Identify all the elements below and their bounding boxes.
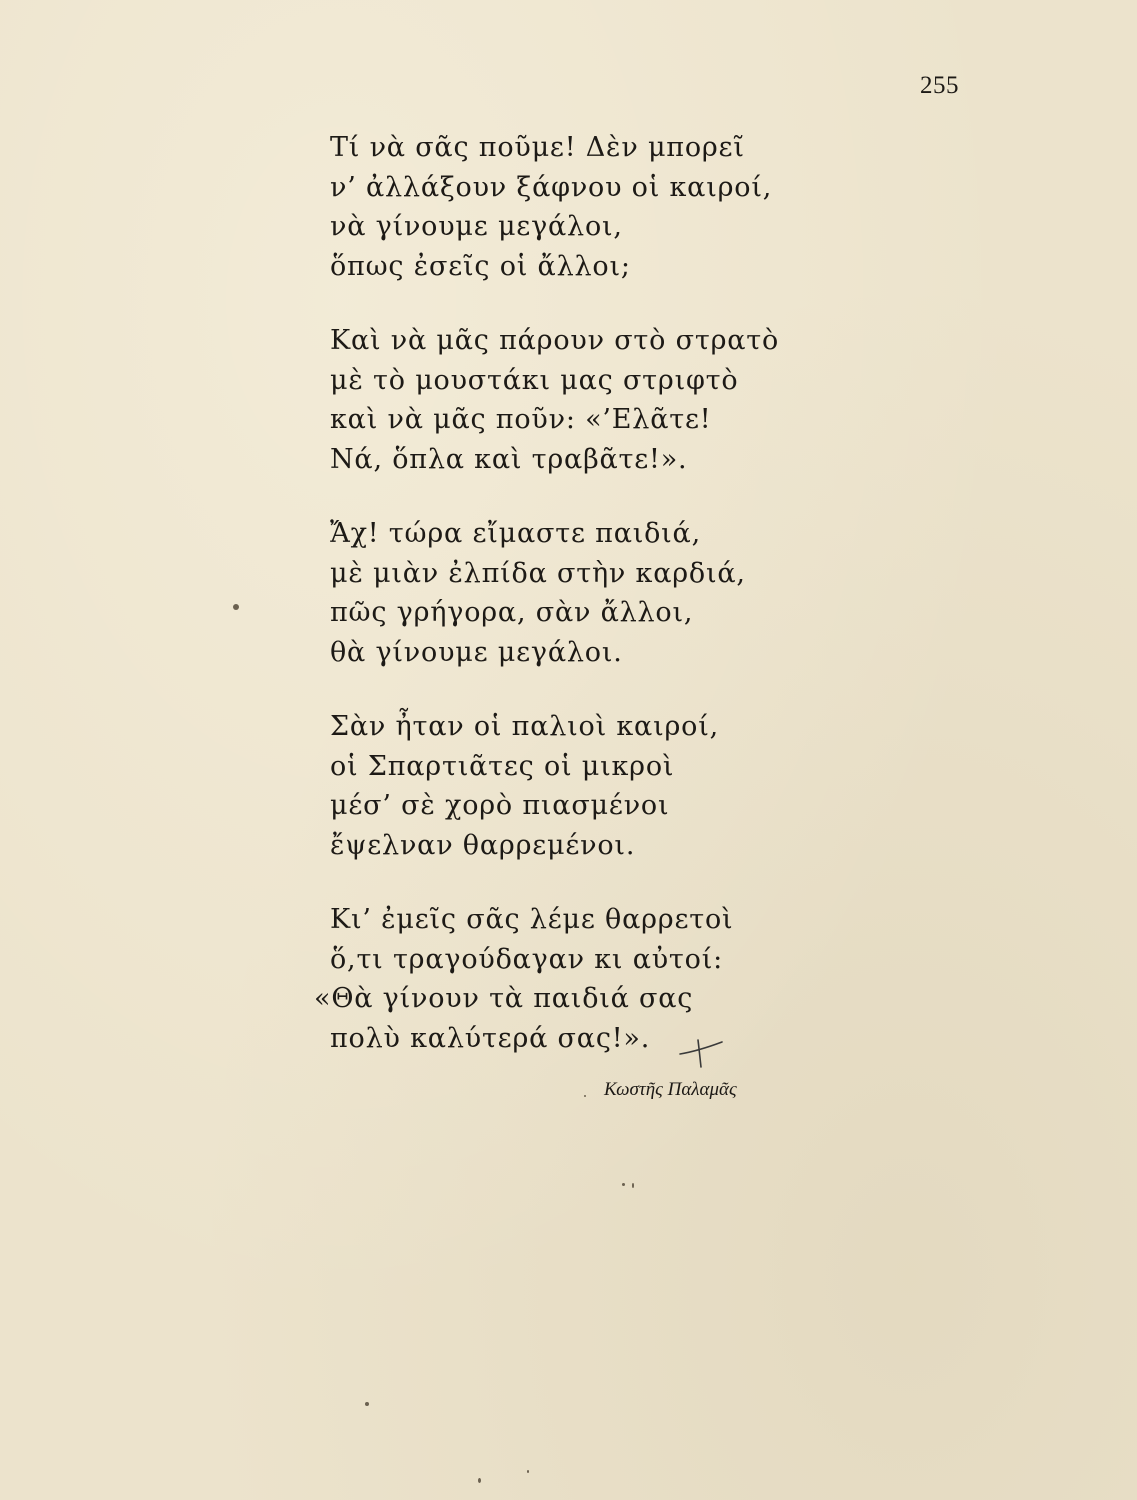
author-signature: Κωστῆς Παλαμᾶς (604, 1079, 737, 1100)
poem-line: Τί νὰ σᾶς ποῦμε! Δὲν μπορεῖ (330, 132, 745, 163)
poem-line: πολὺ καλύτερά σας!». (330, 1022, 651, 1054)
paper-speck (478, 1478, 481, 1483)
poem-line: Καὶ νὰ μᾶς πάρουν στὸ στρατὸ (330, 325, 780, 356)
paper-speck (632, 1183, 634, 1188)
poem-line: νὰ γίνουμε μεγάλοι, (330, 211, 623, 242)
poem-line: «Θὰ γίνουν τὰ παιδιά σας (314, 983, 694, 1014)
stanza-2 (330, 321, 779, 479)
poem-line: ὅ,τι τραγούδαγαν κι αὐτοί: (330, 943, 724, 975)
poem-line: θὰ γίνουμε μεγάλοι. (330, 636, 623, 668)
paper-speck (233, 604, 239, 610)
poem-line: καὶ νὰ μᾶς ποῦν: «’Ελᾶτε! (330, 404, 712, 435)
stanza-1 (330, 128, 779, 286)
poem-line: ὅπως ἐσεῖς οἱ ἄλλοι; (330, 250, 631, 282)
paper-speck (622, 1183, 625, 1186)
page-number: 255 (920, 72, 959, 99)
pencil-cross-mark-icon (676, 1030, 726, 1070)
poem (314, 128, 780, 1093)
poem-line: Σὰν ἦταν οἱ παλιοὶ καιροί, (330, 711, 719, 742)
paper-speck (527, 1470, 529, 1473)
poem-line: πῶς γρήγορα, σὰν ἄλλοι, (330, 597, 694, 628)
stanza-4 (330, 707, 779, 865)
paper-speck (365, 1402, 369, 1406)
stanza-3 (330, 514, 779, 672)
poem-line: ἔψελναν θαρρεμένοι. (330, 829, 636, 861)
poem-line: μὲ μιὰν ἐλπίδα στὴν καρδιά, (330, 557, 746, 589)
poem-line: οἱ Σπαρτιᾶτες οἱ μικροὶ (330, 750, 675, 782)
poem-line: ν’ ἀλλάξουν ξάφνου οἱ καιροί, (330, 171, 773, 203)
poem-line: μὲ τὸ μουστάκι μας στριφτὸ (330, 364, 739, 396)
poem-line: μέσ’ σὲ χορὸ πιασμένοι (330, 790, 670, 821)
paper-speck (584, 1095, 586, 1097)
poem-line: Ἄχ! τώρα εἴμαστε παιδιά, (330, 518, 701, 549)
poem-line: Κι’ ἐμεῖς σᾶς λέμε θαρρετοὶ (330, 904, 734, 935)
poem-line: Νά, ὅπλα καὶ τραβᾶτε!». (330, 443, 688, 475)
